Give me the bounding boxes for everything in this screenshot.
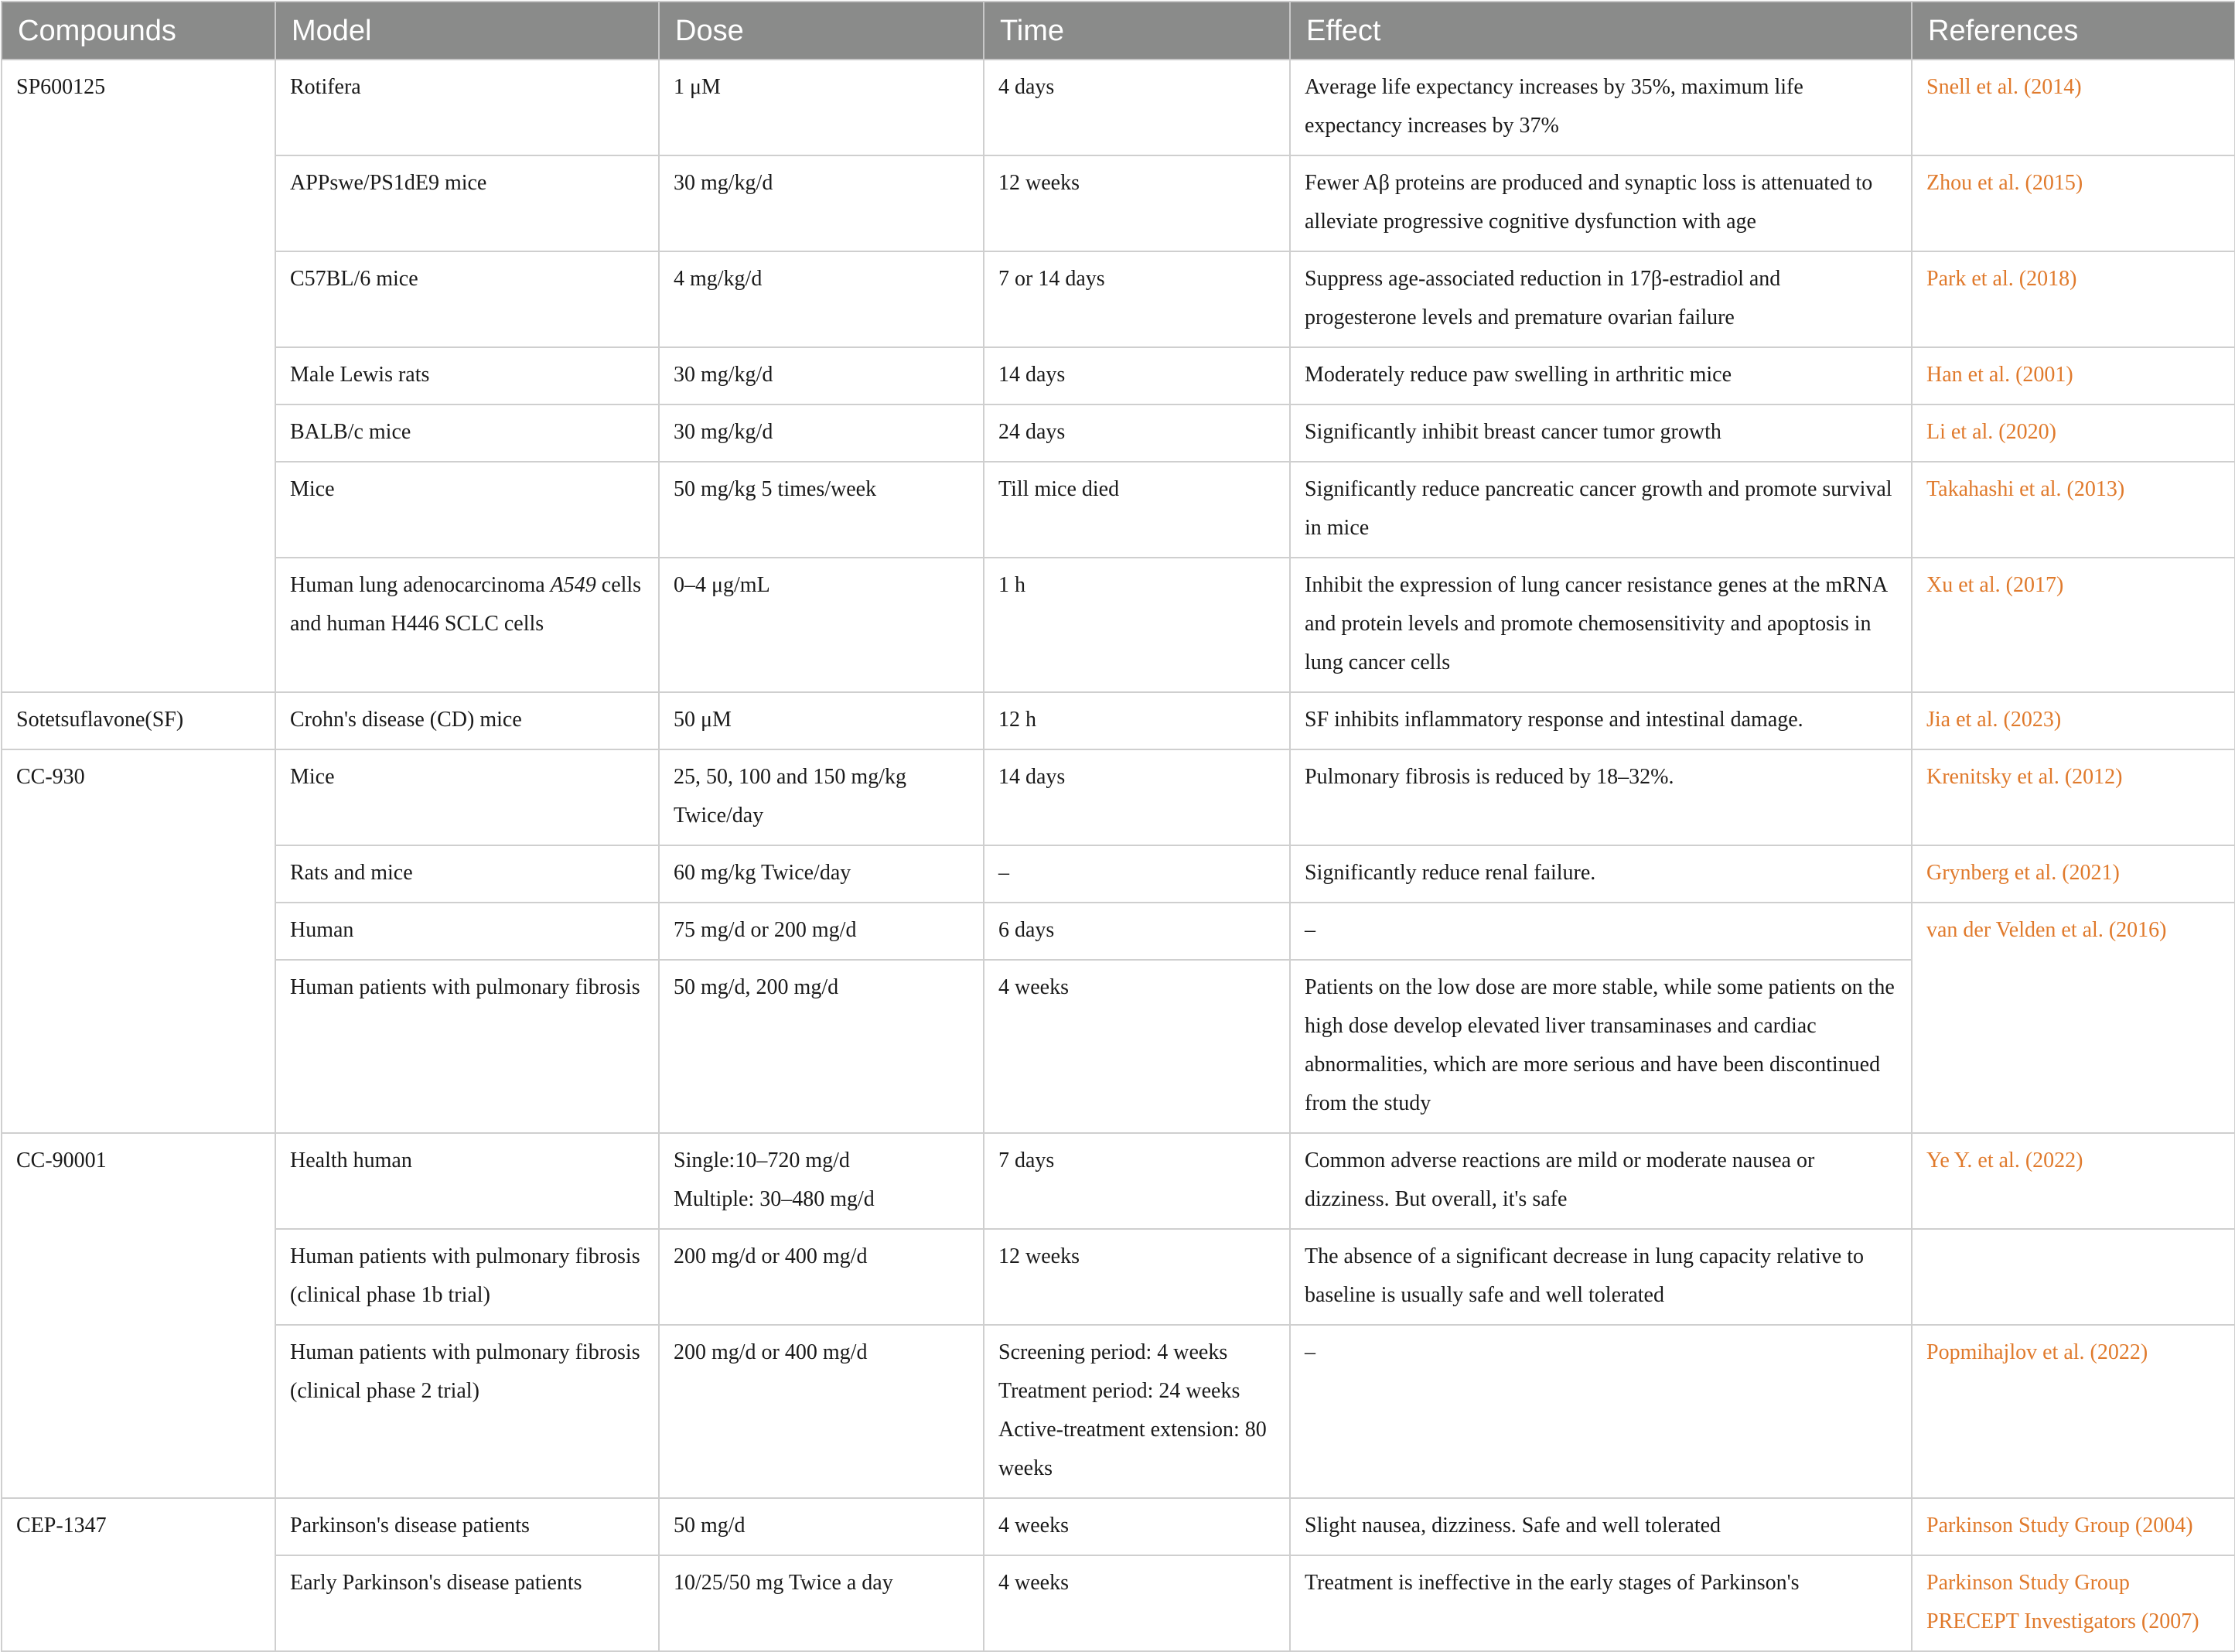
reference-cell	[1912, 1325, 2235, 1498]
reference-link[interactable]: Snell et al. (2014)	[1926, 75, 2082, 99]
reference-link[interactable]: Parkinson Study Group (2004)	[1926, 1514, 2193, 1538]
reference-link[interactable]: Ye Y. et al. (2022)	[1926, 1149, 2083, 1172]
reference-link[interactable]: Jia et al. (2023)	[1926, 708, 2062, 732]
reference-cell	[1912, 1555, 2235, 1651]
time-cell: 6 days	[984, 903, 1290, 960]
reference-link[interactable]: Li et al. (2020)	[1926, 420, 2056, 444]
table-row	[2, 155, 2235, 251]
table-header	[2, 2, 2235, 60]
model-cell: BALB/c mice	[275, 404, 659, 462]
effect-cell: Significantly inhibit breast cancer tumor growth	[1290, 404, 1912, 462]
dose-cell: 50 μM	[659, 692, 984, 749]
compounds-table	[1, 1, 2235, 1652]
model-cell: Rats and mice	[275, 845, 659, 903]
table-row	[2, 1229, 2235, 1325]
time-cell: 4 days	[984, 60, 1290, 155]
dose-cell	[659, 1133, 984, 1229]
time-cell: 4 weeks	[984, 960, 1290, 1133]
table-row	[2, 1555, 2235, 1651]
time-cell: 12 weeks	[984, 155, 1290, 251]
header-model: Model	[275, 2, 659, 60]
table-row	[2, 749, 2235, 845]
table-row	[2, 347, 2235, 404]
reference-cell	[1912, 692, 2235, 749]
reference-cell	[1912, 903, 2235, 1133]
table-row	[2, 1325, 2235, 1498]
dose-cell: 60 mg/kg Twice/day	[659, 845, 984, 903]
effect-cell: –	[1290, 903, 1912, 960]
effect-cell: Average life expectancy increases by 35%, maximum life expectancy increases by 37%	[1290, 60, 1912, 155]
model-text-italic: A549	[550, 573, 596, 597]
table-row	[2, 960, 2235, 1133]
header-compounds: Compounds	[2, 2, 275, 60]
time-cell: Till mice died	[984, 462, 1290, 558]
effect-cell: Treatment is ineffective in the early stages of Parkinson's	[1290, 1555, 1912, 1651]
reference-link[interactable]: Takahashi et al. (2013)	[1926, 477, 2125, 501]
dose-cell: 50 mg/d	[659, 1498, 984, 1555]
table-row	[2, 692, 2235, 749]
time-line: Active-treatment extension: 80 weeks	[998, 1418, 1267, 1480]
effect-cell: Significantly reduce pancreatic cancer growth and promote survival in mice	[1290, 462, 1912, 558]
table-row	[2, 903, 2235, 960]
dose-cell: 200 mg/d or 400 mg/d	[659, 1325, 984, 1498]
reference-link[interactable]: Park et al. (2018)	[1926, 267, 2077, 291]
time-line: Screening period: 4 weeks	[998, 1340, 1228, 1364]
model-text: Human lung adenocarcinoma	[290, 573, 551, 597]
reference-link[interactable]: Parkinson Study Group	[1926, 1571, 2130, 1595]
reference-link[interactable]: Popmihajlov et al. (2022)	[1926, 1340, 2148, 1364]
dose-cell: 10/25/50 mg Twice a day	[659, 1555, 984, 1651]
dose-line: Single:10–720 mg/d	[674, 1149, 850, 1172]
reference-cell	[1912, 749, 2235, 845]
effect-cell: Common adverse reactions are mild or moderate nausea or dizziness. But overall, it's safe	[1290, 1133, 1912, 1229]
compound-cell: CEP-1347	[2, 1498, 275, 1651]
dose-cell: 4 mg/kg/d	[659, 251, 984, 347]
time-cell: 7 or 14 days	[984, 251, 1290, 347]
effect-cell: SF inhibits inflammatory response and intestinal damage.	[1290, 692, 1912, 749]
dose-cell: 25, 50, 100 and 150 mg/kg Twice/day	[659, 749, 984, 845]
header-row	[2, 2, 2235, 60]
reference-cell	[1912, 462, 2235, 558]
model-text: cells and human H446 SCLC cells	[290, 573, 642, 636]
reference-link[interactable]: Zhou et al. (2015)	[1926, 171, 2083, 195]
dose-cell: 50 mg/d, 200 mg/d	[659, 960, 984, 1133]
model-cell: Mice	[275, 749, 659, 845]
compound-cell: CC-930	[2, 749, 275, 1133]
reference-cell	[1912, 347, 2235, 404]
time-cell: 7 days	[984, 1133, 1290, 1229]
model-cell: Human patients with pulmonary fibrosis (clinical phase 1b trial)	[275, 1229, 659, 1325]
model-cell: Human	[275, 903, 659, 960]
compound-cell: CC-90001	[2, 1133, 275, 1498]
model-cell: Health human	[275, 1133, 659, 1229]
table-row	[2, 558, 2235, 692]
effect-cell: Moderately reduce paw swelling in arthritic mice	[1290, 347, 1912, 404]
model-cell: Early Parkinson's disease patients	[275, 1555, 659, 1651]
dose-cell: 1 μM	[659, 60, 984, 155]
model-cell: Crohn's disease (CD) mice	[275, 692, 659, 749]
table-row	[2, 60, 2235, 155]
table-row	[2, 845, 2235, 903]
effect-cell: Inhibit the expression of lung cancer resistance genes at the mRNA and protein levels and promote chemosensitivity and apoptosis in lung cancer cells	[1290, 558, 1912, 692]
reference-link[interactable]: Krenitsky et al. (2012)	[1926, 765, 2123, 789]
table-row	[2, 462, 2235, 558]
effect-cell: Patients on the low dose are more stable, while some patients on the high dose develop elevated liver transaminases and cardiac abnormalities, which are more serious and have been discontinued from the study	[1290, 960, 1912, 1133]
effect-cell: The absence of a significant decrease in lung capacity relative to baseline is usually safe and well tolerated	[1290, 1229, 1912, 1325]
compound-cell: Sotetsuflavone(SF)	[2, 692, 275, 749]
table-row	[2, 1498, 2235, 1555]
time-cell: 12 weeks	[984, 1229, 1290, 1325]
reference-link[interactable]: Han et al. (2001)	[1926, 363, 2073, 387]
effect-cell: Suppress age-associated reduction in 17β-estradiol and progesterone levels and premature ovarian failure	[1290, 251, 1912, 347]
dose-cell: 75 mg/d or 200 mg/d	[659, 903, 984, 960]
model-cell: Parkinson's disease patients	[275, 1498, 659, 1555]
dose-cell: 0–4 μg/mL	[659, 558, 984, 692]
model-cell: C57BL/6 mice	[275, 251, 659, 347]
model-cell: Human patients with pulmonary fibrosis	[275, 960, 659, 1133]
reference-cell	[1912, 60, 2235, 155]
reference-link[interactable]: PRECEPT Investigators (2007)	[1926, 1609, 2199, 1633]
model-cell: APPswe/PS1dE9 mice	[275, 155, 659, 251]
model-cell: Mice	[275, 462, 659, 558]
table-row	[2, 404, 2235, 462]
time-cell: 1 h	[984, 558, 1290, 692]
reference-cell	[1912, 1498, 2235, 1555]
time-cell: 14 days	[984, 749, 1290, 845]
time-cell: 24 days	[984, 404, 1290, 462]
time-cell: 14 days	[984, 347, 1290, 404]
effect-cell: Significantly reduce renal failure.	[1290, 845, 1912, 903]
time-cell	[984, 1325, 1290, 1498]
time-cell: 4 weeks	[984, 1498, 1290, 1555]
dose-cell: 200 mg/d or 400 mg/d	[659, 1229, 984, 1325]
reference-link[interactable]: van der Velden et al. (2016)	[1926, 918, 2167, 942]
compound-cell: SP600125	[2, 60, 275, 692]
time-line: Treatment period: 24 weeks	[998, 1379, 1240, 1403]
time-cell: –	[984, 845, 1290, 903]
effect-cell: –	[1290, 1325, 1912, 1498]
time-cell: 12 h	[984, 692, 1290, 749]
effect-cell: Slight nausea, dizziness. Safe and well tolerated	[1290, 1498, 1912, 1555]
header-time: Time	[984, 2, 1290, 60]
dose-cell: 30 mg/kg/d	[659, 404, 984, 462]
model-cell	[275, 558, 659, 692]
header-references: References	[1912, 2, 2235, 60]
model-cell: Male Lewis rats	[275, 347, 659, 404]
table-row	[2, 1133, 2235, 1229]
dose-cell: 30 mg/kg/d	[659, 155, 984, 251]
dose-cell: 30 mg/kg/d	[659, 347, 984, 404]
reference-cell	[1912, 845, 2235, 903]
dose-line: Multiple: 30–480 mg/d	[674, 1187, 875, 1211]
model-cell: Human patients with pulmonary fibrosis (clinical phase 2 trial)	[275, 1325, 659, 1498]
header-dose: Dose	[659, 2, 984, 60]
header-effect: Effect	[1290, 2, 1912, 60]
reference-cell	[1912, 251, 2235, 347]
reference-link[interactable]: Grynberg et al. (2021)	[1926, 861, 2120, 885]
reference-cell	[1912, 155, 2235, 251]
dose-cell: 50 mg/kg 5 times/week	[659, 462, 984, 558]
reference-cell	[1912, 404, 2235, 462]
reference-cell	[1912, 1133, 2235, 1229]
effect-cell: Fewer Aβ proteins are produced and synaptic loss is attenuated to alleviate progressive cognitive dysfunction with age	[1290, 155, 1912, 251]
table-body	[2, 60, 2235, 1651]
effect-cell: Pulmonary fibrosis is reduced by 18–32%.	[1290, 749, 1912, 845]
reference-cell	[1912, 558, 2235, 692]
time-cell: 4 weeks	[984, 1555, 1290, 1651]
model-cell: Rotifera	[275, 60, 659, 155]
table-row	[2, 251, 2235, 347]
reference-cell	[1912, 1229, 2235, 1325]
reference-link[interactable]: Xu et al. (2017)	[1926, 573, 2064, 597]
